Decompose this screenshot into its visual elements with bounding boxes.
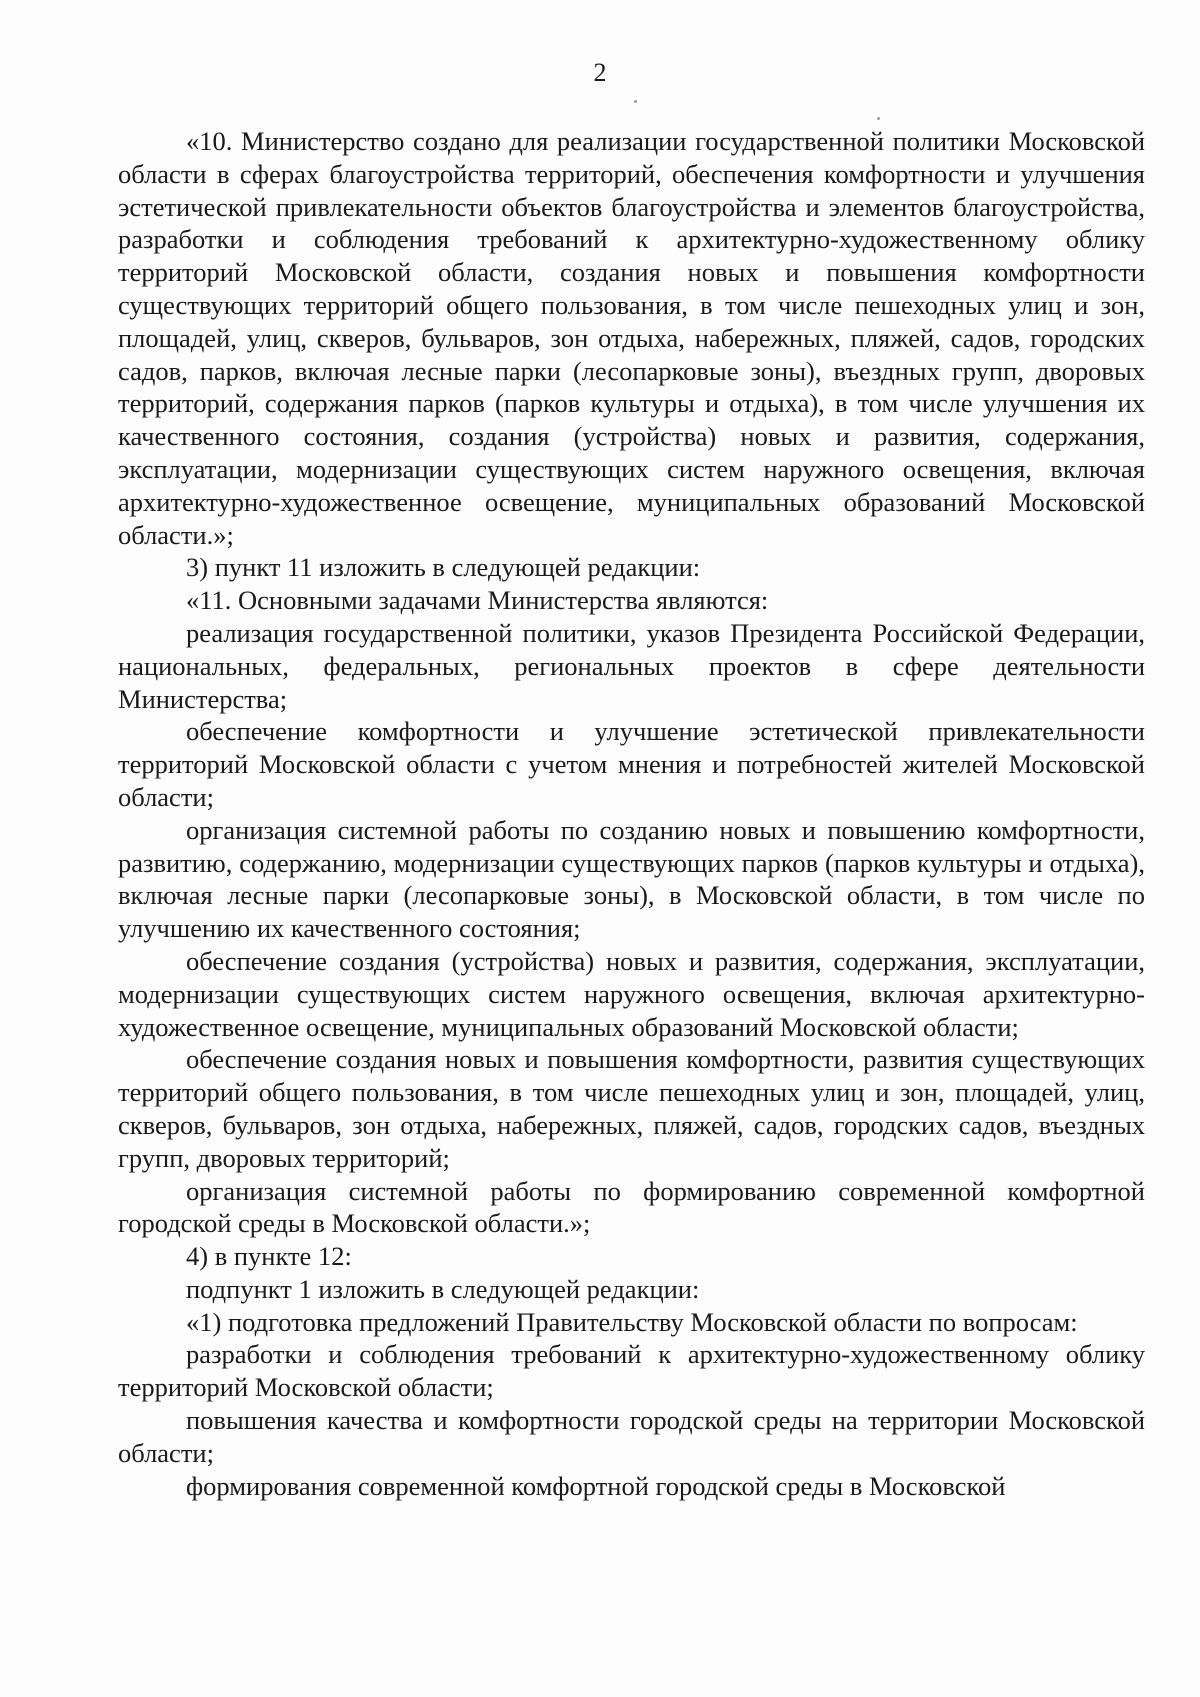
paragraph-task-urban-environment: организация системной работы по формированию современной комфортной городской среды в Московской области.»; xyxy=(118,1175,1145,1239)
paragraph-task-policy: реализация государственной политики, указов Президента Российской Федерации, национальных, федеральных, региональных проектов в сфере деятельности Министерства; xyxy=(118,617,1145,714)
paragraph-subitem-1: подпункт 1 изложить в следующей редакции: xyxy=(186,1273,700,1304)
paragraph-task-parks: организация системной работы по созданию новых и повышению комфортности, развитию, содержанию, модернизации существующих парков (парков культуры и отдыха), включая лесные парки (лесопарковые зоны), в Московской области, в том числе по улучшению их качественного состояния; xyxy=(118,814,1145,944)
paragraph-amend-item-12: 4) в пункте 12: xyxy=(186,1241,352,1272)
paragraph-amend-item-11: 3) пункт 11 изложить в следующей редакции: xyxy=(186,552,701,583)
document-body xyxy=(118,125,1145,1502)
scan-speck xyxy=(877,117,880,120)
paragraph-task-public-areas: обеспечение создания новых и повышения комфортности, развития существующих территорий общего пользования, в том числе пешеходных улиц и зон, площадей, улиц, скверов, бульваров, зон отдыха, набережных, пляжей, садов, городских садов, въездных групп, дворовых территорий; xyxy=(118,1044,1145,1173)
paragraph-proposals: «1) подготовка предложений Правительству Московской области по вопросам: xyxy=(186,1306,1078,1337)
paragraph-task-comfort: обеспечение комфортности и улучшение эстетической привлекательности территорий Московской области с учетом мнения и потребностей жителей Московской области; xyxy=(118,716,1145,812)
paragraph-ministry-purpose: «10. Министерство создано для реализации государственной политики Московской области в сферах благоустройства территорий, обеспечения комфортности и улучшения эстетической привлекательности объектов благоустройства и элементов благоустройства, разработки и соблюдения требований к архитектурно-художественному облику территорий Московской области, создания новых и повышения комфортности существующих территорий общего пользования, в том числе пешеходных улиц и зон, площадей, улиц, скверов, бульваров, зон отдыха, набережных, пляжей, садов, городских садов, парков, включая лесные парки (лесопарковые зоны), въездных групп, дворовых территорий, содержания парков (парков культуры и отдыха), в том числе улучшения их качественного состояния, создания (устройства) новых и развития, содержания, эксплуатации, модернизации существующих систем наружного освещения, включая архитектурно-художественное освещение, муниципальных образований Московской области.»; xyxy=(118,126,1145,550)
paragraph-proposal-formation: формирования современной комфортной городской среды в Московской xyxy=(186,1470,1006,1501)
paragraph-main-tasks-heading: «11. Основными задачами Министерства являются: xyxy=(186,585,769,616)
paragraph-proposal-requirements: разработки и соблюдения требований к архитектурно-художественному облику территорий Московской области; xyxy=(118,1339,1145,1403)
paragraph-proposal-quality: повышения качества и комфортности городской среды на территории Московской области; xyxy=(118,1405,1145,1468)
page-number: 2 xyxy=(593,58,607,87)
scan-speck xyxy=(634,100,637,103)
paragraph-task-lighting: обеспечение создания (устройства) новых и развития, содержания, эксплуатации, модернизации существующих систем наружного освещения, включая архитектурно- художественное освещение, муниципальных образований Московской области; xyxy=(118,945,1145,1042)
